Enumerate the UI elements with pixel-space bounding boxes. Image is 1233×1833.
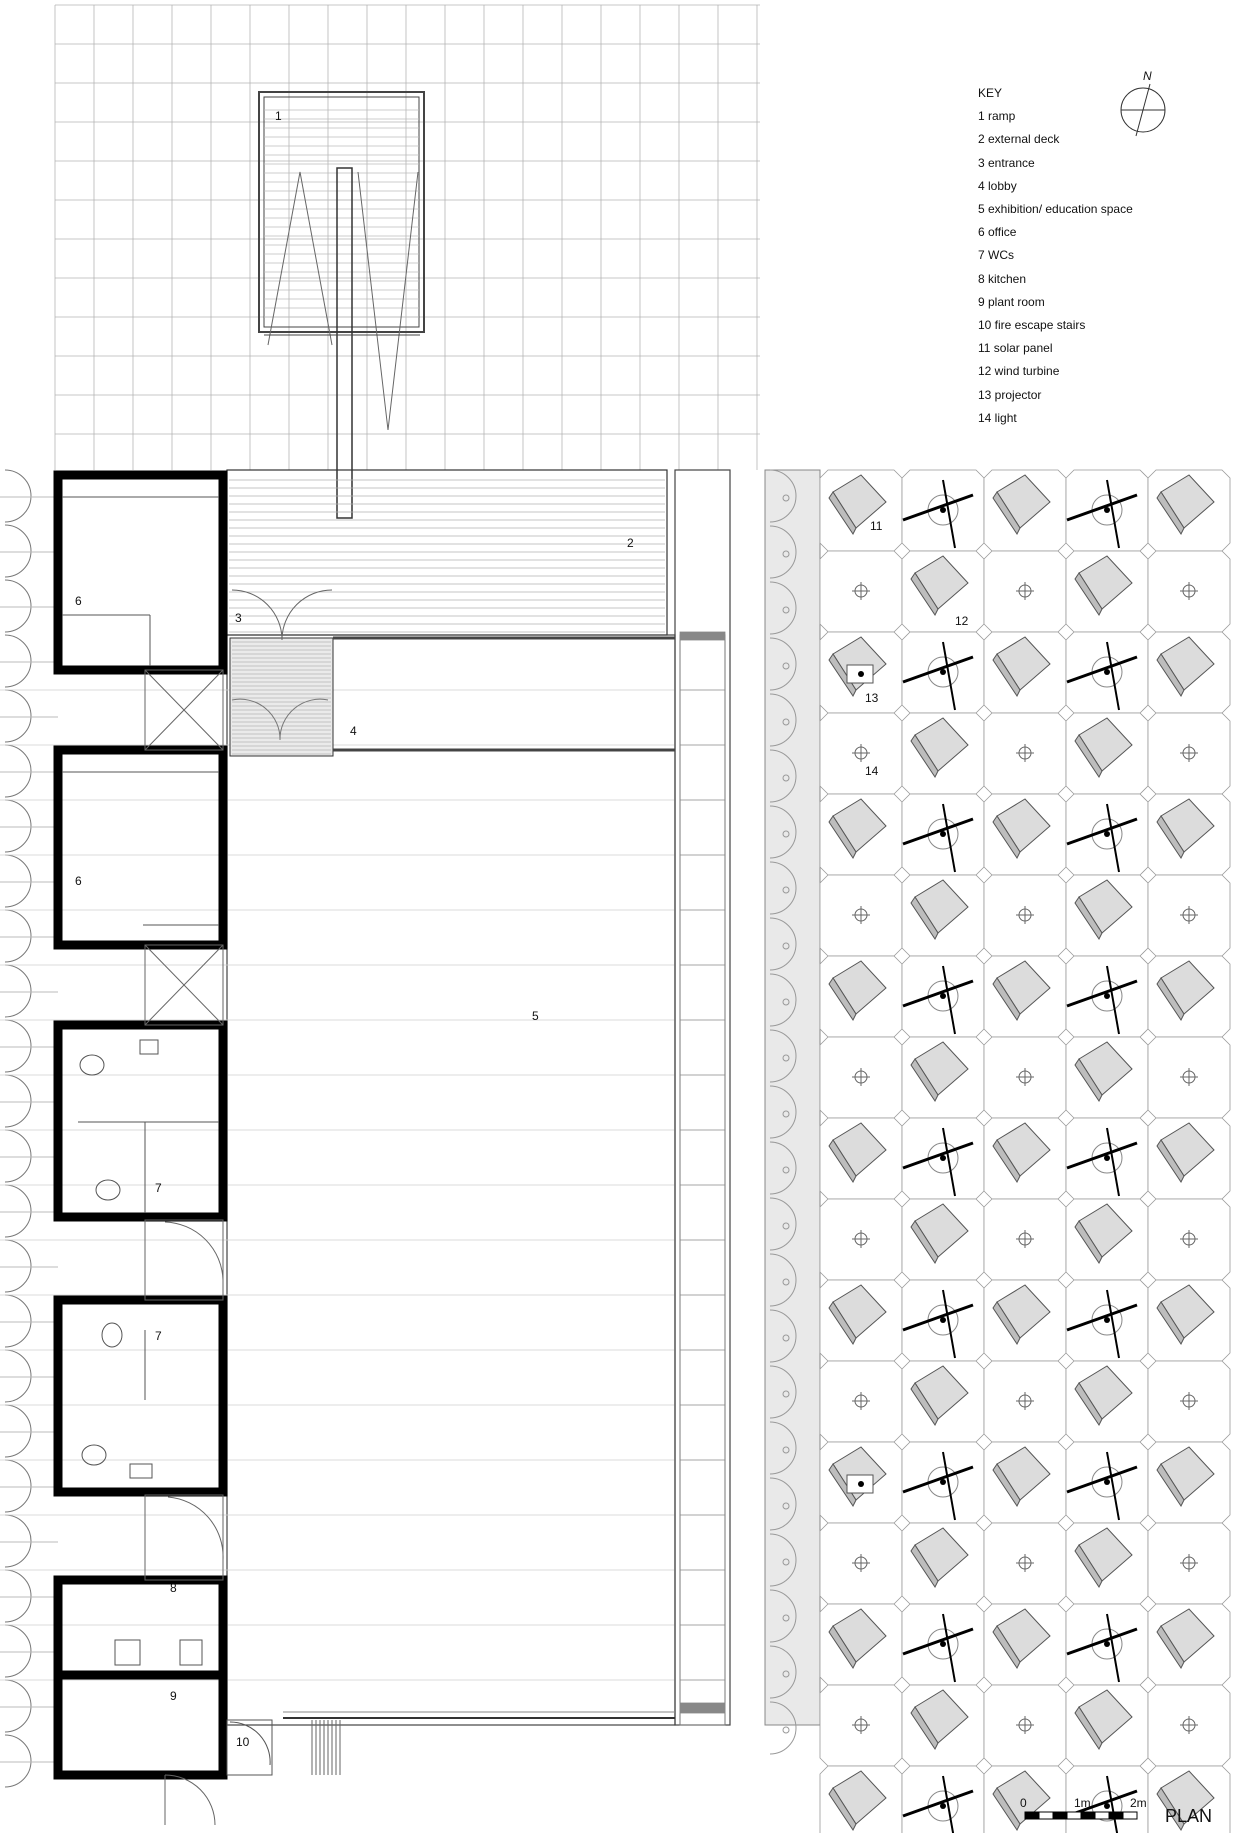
exhibition-hall	[0, 635, 675, 1725]
label-light: 14	[865, 764, 879, 778]
fire-stairs	[227, 1712, 675, 1775]
label-stairs: 10	[236, 1735, 250, 1749]
glazing-spine	[675, 470, 820, 1754]
label-plant: 9	[170, 1689, 177, 1703]
external-deck	[227, 470, 667, 635]
legend-item: 4 lobby	[978, 178, 1017, 193]
legend-item: 11 solar panel	[978, 341, 1053, 356]
label-kitchen: 8	[170, 1581, 177, 1595]
label-ramp: 1	[275, 109, 282, 123]
north-label: N	[1143, 69, 1152, 83]
legend-item: 12 wind turbine	[978, 364, 1060, 379]
label-entrance: 3	[235, 611, 242, 625]
label-solar: 11	[870, 519, 883, 533]
label-projector: 13	[865, 691, 879, 705]
label-wc-a: 7	[155, 1181, 162, 1195]
label-turbine: 12	[955, 614, 969, 628]
legend-item: 14 light	[978, 410, 1017, 425]
left-arch-strip	[0, 470, 58, 1787]
label-office-a: 6	[75, 594, 82, 608]
label-deck: 2	[627, 536, 634, 550]
scale-1m: 1m	[1074, 1796, 1091, 1810]
legend-item: 8 kitchen	[978, 271, 1027, 286]
label-lobby: 4	[350, 724, 357, 738]
label-office-b: 6	[75, 874, 82, 888]
legend-item: 6 office	[978, 225, 1017, 240]
scale-bar	[1025, 1812, 1137, 1819]
plaza-grid	[55, 5, 760, 470]
scale-2m: 2m	[1130, 1796, 1147, 1810]
plan-title: PLAN	[1165, 1806, 1213, 1826]
legend-item: 2 external deck	[978, 132, 1060, 147]
legend-item: 7 WCs	[978, 248, 1014, 263]
scale-0: 0	[1020, 1796, 1027, 1810]
legend-item: 3 entrance	[978, 155, 1035, 170]
legend-item: 13 projector	[978, 387, 1042, 402]
ramp	[259, 92, 424, 518]
legend-item: 5 exhibition/ education space	[978, 202, 1133, 217]
lobby	[230, 638, 675, 756]
legend-item: 9 plant room	[978, 294, 1045, 309]
legend-title: KEY	[978, 86, 1003, 100]
legend-item: 1 ramp	[978, 109, 1016, 124]
label-exhibition: 5	[532, 1009, 539, 1023]
legend	[978, 82, 1133, 430]
label-wc-b: 7	[155, 1329, 162, 1343]
equipment-field	[820, 470, 1230, 1833]
entrance-doors	[232, 590, 332, 640]
corridor-doors	[145, 670, 223, 1825]
legend-item: 10 fire escape stairs	[978, 318, 1086, 333]
